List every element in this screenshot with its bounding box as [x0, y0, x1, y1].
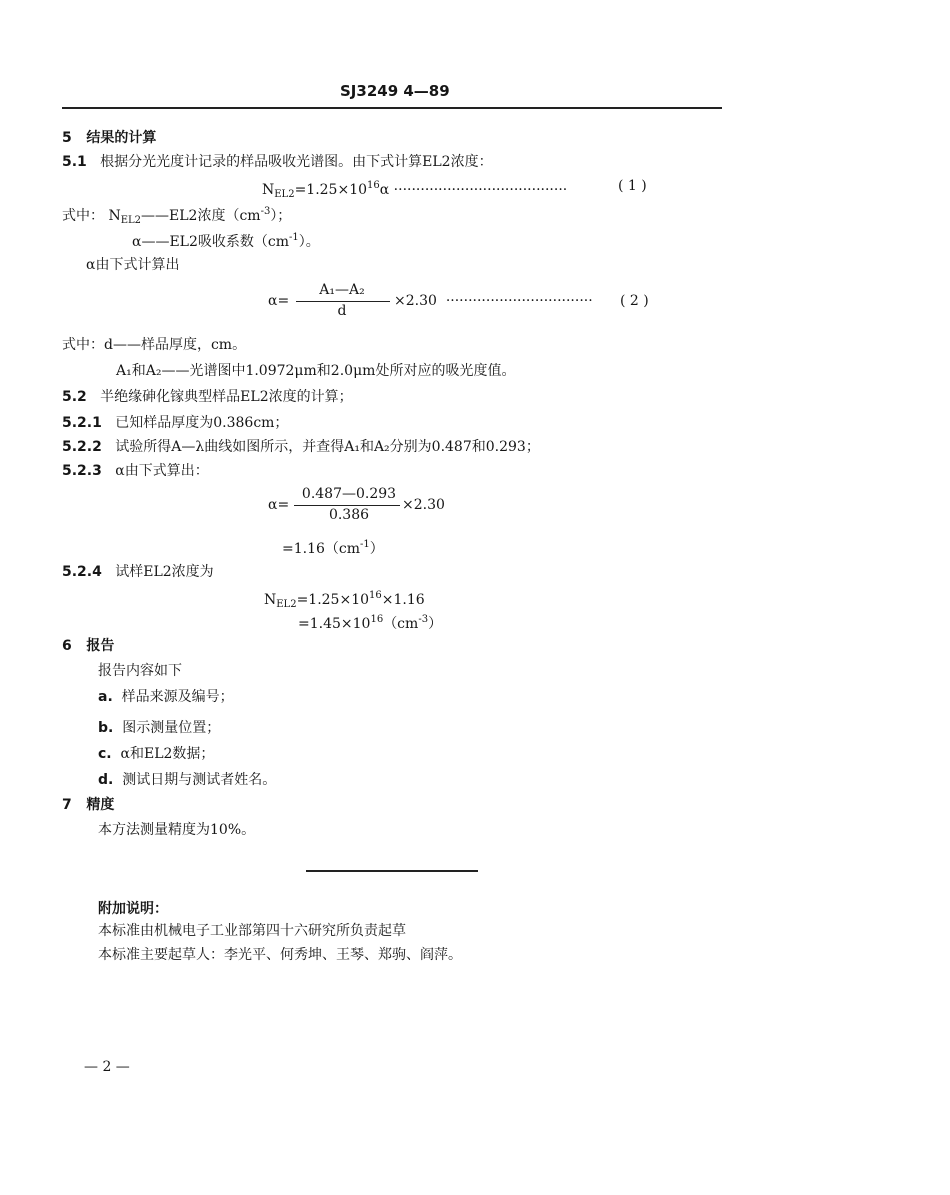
where-1b: α——EL2吸收系数$(cm^{-1})$。: [132, 232, 320, 250]
equation-3-result: $=1.16(cm^{-1})$: [282, 539, 384, 557]
where-1: 式中： $N_{EL2}——EL2$浓度$(cm^{-3})$；: [62, 206, 292, 226]
alpha-intro: α由下式计算出: [86, 257, 180, 273]
end-rule: [306, 870, 478, 872]
page-number: — 2 —: [84, 1059, 130, 1075]
equation-3-numerator: 0.487—0.293: [301, 486, 397, 502]
header-rule: [62, 107, 722, 109]
para-5-1: 5.1 根据分光光度计记录的样品吸收光谱图。由下式计算EL2浓度：: [62, 154, 493, 170]
report-item-c: c. α和EL2数据；: [98, 746, 215, 762]
equation-3-fraction-bar: [294, 505, 400, 506]
report-intro: 报告内容如下: [98, 663, 182, 679]
where-2b: A₁和A₂——光谱图中1.0972μm和2.0μm处所对应的吸光度值。: [116, 363, 516, 379]
para-5-2-4: 5.2.4 试样EL2浓度为: [62, 564, 214, 580]
report-item-d: d. 测试日期与测试者姓名。: [98, 772, 277, 788]
equation-2-numerator: A₁—A₂: [319, 282, 365, 298]
equation-3-lhs: α=: [268, 497, 290, 513]
equation-3-factor: ×2.30: [402, 497, 445, 513]
section-7-heading: 7 精度: [62, 797, 115, 813]
equation-2-tag: ( 2 ): [620, 293, 649, 309]
report-item-a: a. 样品来源及编号；: [98, 689, 234, 705]
para-5-2: 5.2 半绝缘砷化镓典型样品EL2浓度的计算；: [62, 389, 353, 405]
equation-2-factor: ×2.30 ·································: [394, 293, 593, 309]
report-item-b: b. 图示测量位置；: [98, 720, 221, 736]
para-5-2-2: 5.2.2 试验所得A—λ曲线如图所示，并查得A₁和A₂分别为0.487和0.293；: [62, 439, 540, 455]
equation-2-denominator: d: [337, 303, 347, 319]
equation-3-denominator: 0.386: [328, 507, 370, 523]
equation-1-tag: ( 1 ): [618, 178, 647, 194]
appendix-title: 附加说明：: [98, 901, 168, 917]
para-5-2-1: 5.2.1 已知样品厚度为0.386cm；: [62, 415, 289, 431]
equation-2-fraction-bar: [296, 301, 390, 302]
standard-code: SJ3249 4—89: [340, 82, 450, 100]
precision-text: 本方法测量精度为10%。: [98, 822, 256, 838]
section-6-heading: 6 报告: [62, 638, 115, 654]
equation-4-line-1: $N_{EL2}=1.25\times 10^{16}\times 1.16$: [264, 590, 425, 610]
where-2: 式中：d——样品厚度，cm。: [62, 337, 247, 353]
equation-2-lhs: α=: [268, 293, 290, 309]
section-5-heading: 5 结果的计算: [62, 130, 157, 146]
equation-4-line-2: $=1.45\times 10^{16}(cm^{-3})$: [298, 614, 443, 632]
appendix-line-1: 本标准由机械电子工业部第四十六研究所负责起草: [98, 923, 406, 939]
equation-1: $N_{EL2}=1.25\times 10^{16}\alpha$ ·······································: [262, 180, 568, 200]
appendix-line-2: 本标准主要起草人：李光平、何秀坤、王琴、郑驹、阎萍。: [98, 947, 462, 963]
para-5-2-3: 5.2.3 α由下式算出：: [62, 463, 209, 479]
